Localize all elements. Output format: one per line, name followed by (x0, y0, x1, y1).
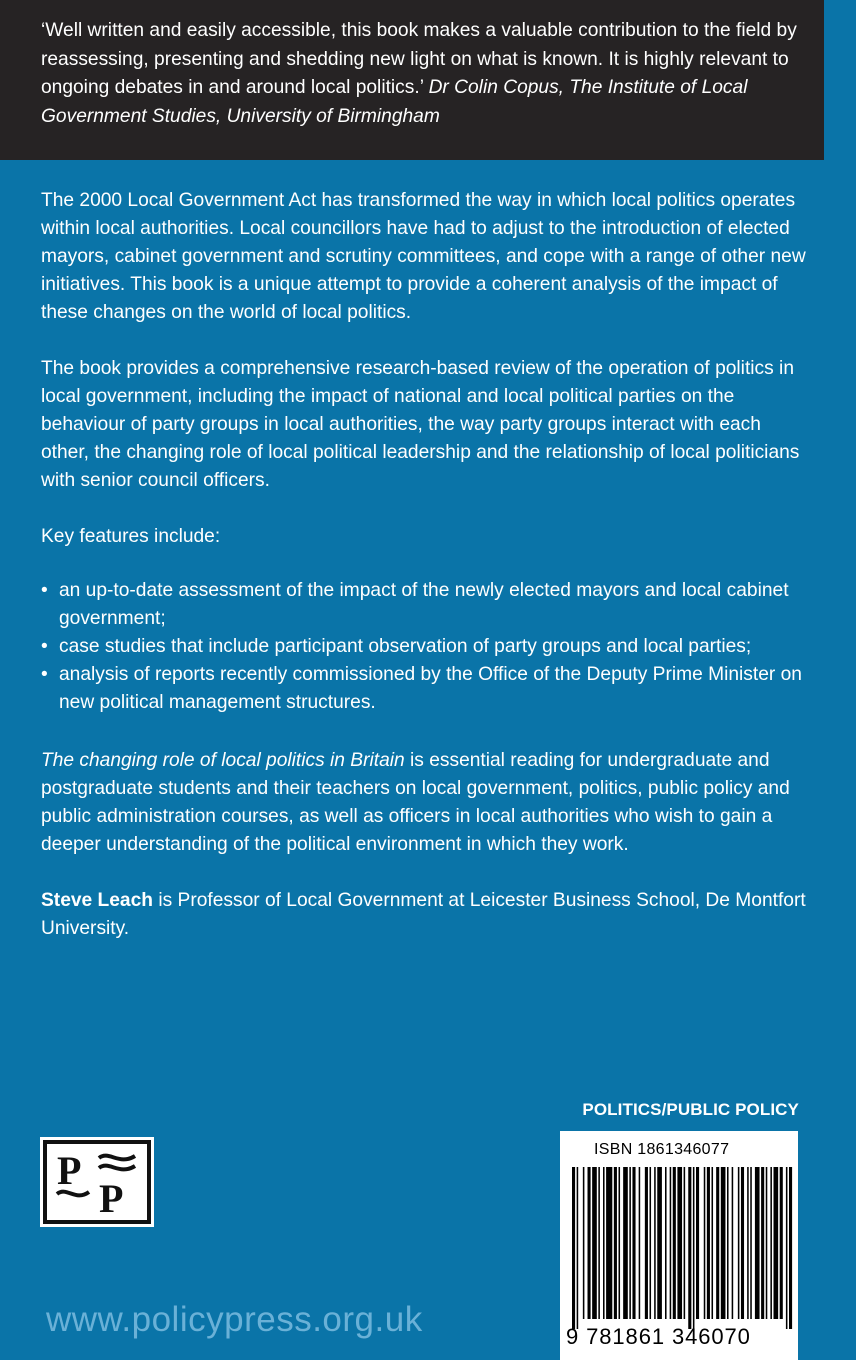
author-name: Steve Leach (41, 890, 153, 911)
barcode-bar (632, 1167, 635, 1319)
bullet-icon: • (41, 580, 48, 601)
logo-frame (47, 1144, 147, 1220)
barcode-bar (696, 1167, 699, 1319)
logo-pp-icon (49, 1146, 147, 1216)
logo-letter-top: P (57, 1148, 82, 1193)
review-paragraph: The book provides a comprehensive research-based review of the operation of politics in local government, including the impact of national and local political parties on the behaviour of party groups in local authorities, the way party groups interact with each other, the changing role of local political leadership and the relationship of local politicians with senior council officers. (41, 358, 800, 491)
barcode-bar (738, 1167, 740, 1319)
barcode-bar (619, 1167, 621, 1319)
endorsement-quote (41, 17, 811, 131)
barcode-bar (657, 1167, 662, 1319)
barcode-bar (770, 1167, 772, 1319)
barcode-bar (747, 1167, 749, 1319)
barcode-bar (614, 1167, 617, 1319)
feature-text: analysis of reports recently commissioned by the Office of the Deputy Prime Minister on new political management structures. (59, 664, 802, 713)
barcode-bar (606, 1167, 612, 1319)
audience-text: is essential reading for undergraduate and postgraduate students and their teachers on local government, politics, public policy and public administration courses, as well as officers in local authorities who wish to gain a deeper understanding of the political environment in which they work. (41, 750, 790, 855)
isbn-label: ISBN 1861346077 (594, 1141, 730, 1158)
barcode-bar (654, 1167, 656, 1319)
barcode-bar (603, 1167, 605, 1319)
author-bio: is Professor of Local Government at Leicester Business School, De Montfort University. (41, 890, 806, 939)
audience-paragraph (41, 747, 811, 859)
barcode-bar (583, 1167, 585, 1319)
key-features-heading: Key features include: (41, 526, 221, 547)
barcode-bar (670, 1167, 672, 1319)
barcode-bar (650, 1167, 652, 1319)
barcode-bar (572, 1167, 575, 1329)
barcode-bar (588, 1167, 591, 1319)
barcode-panel (560, 1131, 798, 1360)
barcode-bar (741, 1167, 744, 1319)
bullet-icon: • (41, 664, 48, 685)
barcode-bar (780, 1167, 783, 1319)
barcode-bar (623, 1167, 628, 1319)
barcode-bar (598, 1167, 600, 1319)
intro-paragraph: The 2000 Local Government Act has transformed the way in which local politics operates within local authorities. Local councillors have had to adjust to the introduction of elected mayors, cabinet government and scrutiny committees, and cope with a range of other new initiatives. This book is a unique attempt to provide a coherent analysis of the impact of these changes on the world of local politics. (41, 190, 806, 323)
book-title: The changing role of local politics in Britain (41, 750, 405, 771)
barcode-bar (761, 1167, 764, 1319)
bullet-icon: • (41, 636, 48, 657)
barcode-bar (707, 1167, 710, 1319)
barcode-bar (721, 1167, 726, 1319)
barcode-bar (677, 1167, 682, 1319)
feature-text: case studies that include participant observation of party groups and local parties; (59, 636, 752, 657)
key-features-list (41, 577, 811, 717)
barcode-bar (577, 1167, 579, 1329)
feature-item (41, 633, 811, 661)
feature-text: an up-to-date assessment of the impact of the newly elected mayors and local cabinet government; (59, 580, 789, 629)
author-paragraph (41, 887, 811, 943)
barcode-bar (789, 1167, 792, 1329)
barcode-digits: 9 781861 346070 (566, 1324, 751, 1349)
barcode-bar (774, 1167, 779, 1319)
feature-item (41, 661, 811, 717)
publisher-url: www.policypress.org.uk (46, 1300, 423, 1339)
quote-attribution: Dr Colin Copus, The Institute of Local Government Studies, University of Birmingham (41, 77, 748, 127)
barcode-bar (727, 1167, 729, 1319)
barcode-bar (704, 1167, 706, 1319)
barcode-bar (766, 1167, 768, 1319)
logo-letter-bottom: P (99, 1176, 124, 1216)
category-label: POLITICS/PUBLIC POLICY (582, 1100, 799, 1119)
quote-text: ‘Well written and easily accessible, this book makes a valuable contribution to the field by reassessing, presenting and shedding new light on what is known. It is highly relevant to ongoing debates in and around local politics.’ (41, 20, 797, 98)
barcode-bar (684, 1167, 686, 1319)
barcode-bar (716, 1167, 719, 1319)
barcode-bar (592, 1167, 597, 1319)
barcode-bar (755, 1167, 760, 1319)
barcode-bar (786, 1167, 788, 1329)
barcode-bar (639, 1167, 641, 1319)
barcode-bar (688, 1167, 691, 1329)
feature-item (41, 577, 811, 633)
barcode-bar (673, 1167, 676, 1319)
barcode-bar (645, 1167, 648, 1319)
barcode-bar (629, 1167, 631, 1319)
barcode-bar (665, 1167, 667, 1319)
spine-edge (824, 0, 856, 1360)
barcode-bar (732, 1167, 734, 1319)
barcode-bar (693, 1167, 695, 1329)
barcode-bar (750, 1167, 752, 1319)
publisher-logo (40, 1137, 154, 1227)
barcode-bar (712, 1167, 714, 1319)
